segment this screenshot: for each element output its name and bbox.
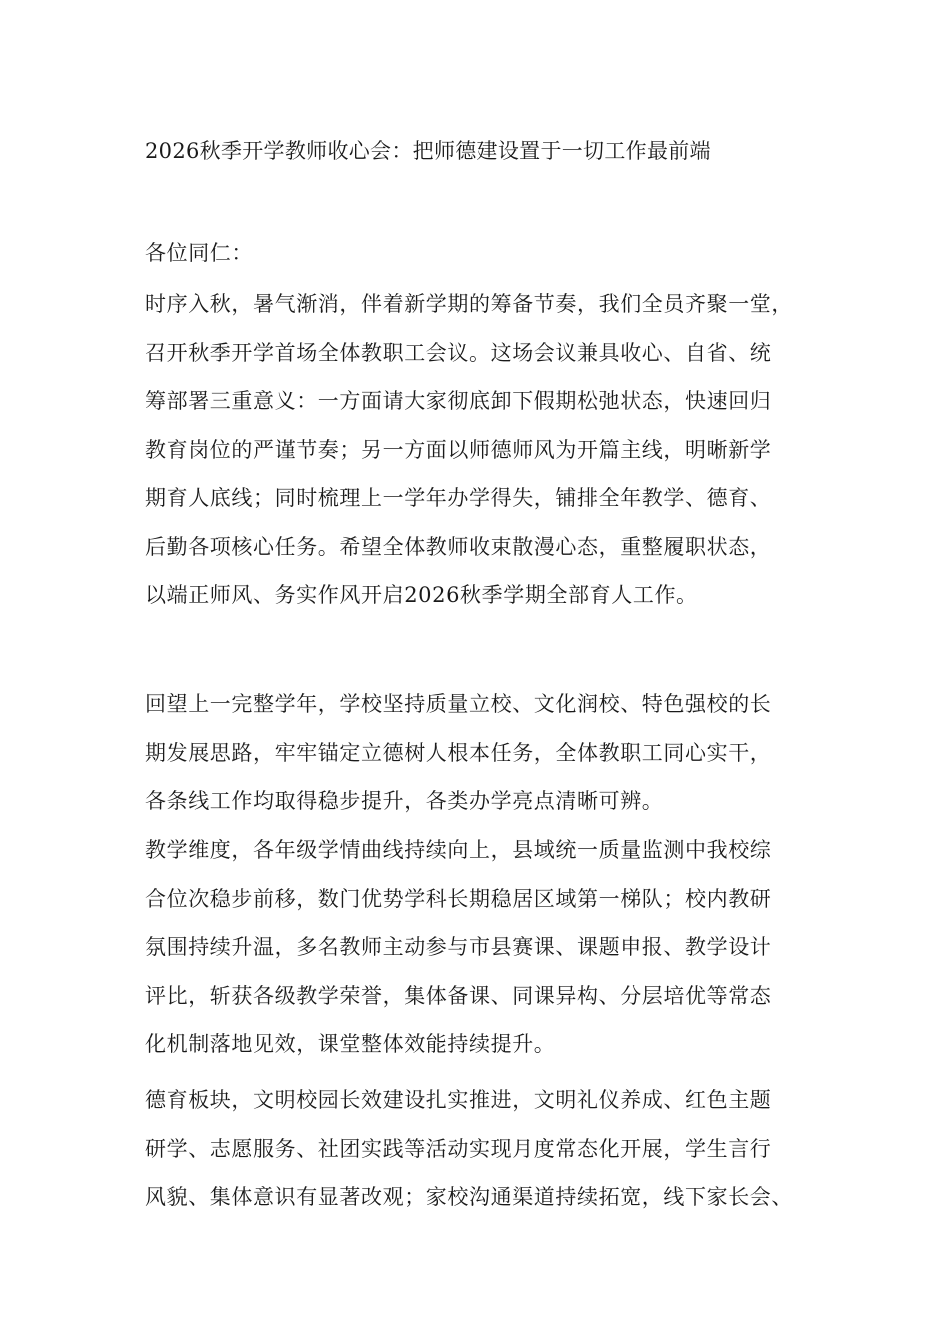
paragraph-line: 后勤各项核心任务。希望全体教师收束散漫心态，重整履职状态， — [145, 534, 772, 559]
paragraph-line: 教学维度，各年级学情曲线持续向上，县域统一质量监测中我校综 — [145, 838, 772, 862]
paragraph-teaching — [145, 826, 835, 1069]
paragraph-line: 氛围持续升温，多名教师主动参与市县赛课、课题申报、教学设计 — [145, 935, 772, 959]
paragraph-line: 教育岗位的严谨节奏；另一方面以师德师风为开篇主线，明晰新学 — [145, 437, 772, 462]
greeting: 各位同仁： — [145, 241, 253, 265]
paragraph-line: 合位次稳步前移，数门优势学科长期稳居区域第一梯队；校内教研 — [145, 886, 772, 911]
paragraph-opening — [145, 280, 835, 620]
paragraph-line: 风貌、集体意识有显著改观；家校沟通渠道持续拓宽，线下家长会、 — [145, 1185, 793, 1209]
document-title: 2026秋季开学教师收心会：把师德建设置于一切工作最前端 — [145, 139, 711, 163]
paragraph-line: 研学、志愿服务、社团实践等活动实现月度常态化开展，学生言行 — [145, 1136, 772, 1161]
paragraph-line: 筹部署三重意义：一方面请大家彻底卸下假期松弛状态，快速回归 — [145, 389, 772, 413]
paragraph-line: 各条线工作均取得稳步提升，各类办学亮点清晰可辨。 — [145, 789, 664, 813]
paragraph-review — [145, 680, 835, 826]
paragraph-line: 期发展思路，牢牢锚定立德树人根本任务，全体教职工同心实干， — [145, 740, 772, 765]
paragraph-line: 时序入秋，暑气渐消，伴着新学期的筹备节奏，我们全员齐聚一堂， — [145, 292, 793, 316]
paragraph-line: 化机制落地见效，课堂整体效能持续提升。 — [145, 1032, 556, 1056]
paragraph-line: 召开秋季开学首场全体教职工会议。这场会议兼具收心、自省、统 — [145, 340, 772, 365]
paragraph-line: 德育板块，文明校园长效建设扎实推进，文明礼仪养成、红色主题 — [145, 1088, 772, 1112]
paragraph-moral-education — [145, 1076, 835, 1222]
paragraph-line: 回望上一完整学年，学校坚持质量立校、文化润校、特色强校的长 — [145, 692, 772, 716]
paragraph-line: 评比，斩获各级教学荣誉，集体备课、同课异构、分层培优等常态 — [145, 983, 772, 1008]
paragraph-line: 期育人底线；同时梳理上一学年办学得失，铺排全年教学、德育、 — [145, 486, 772, 510]
paragraph-line: 以端正师风、务实作风开启2026秋季学期全部育人工作。 — [145, 583, 698, 607]
